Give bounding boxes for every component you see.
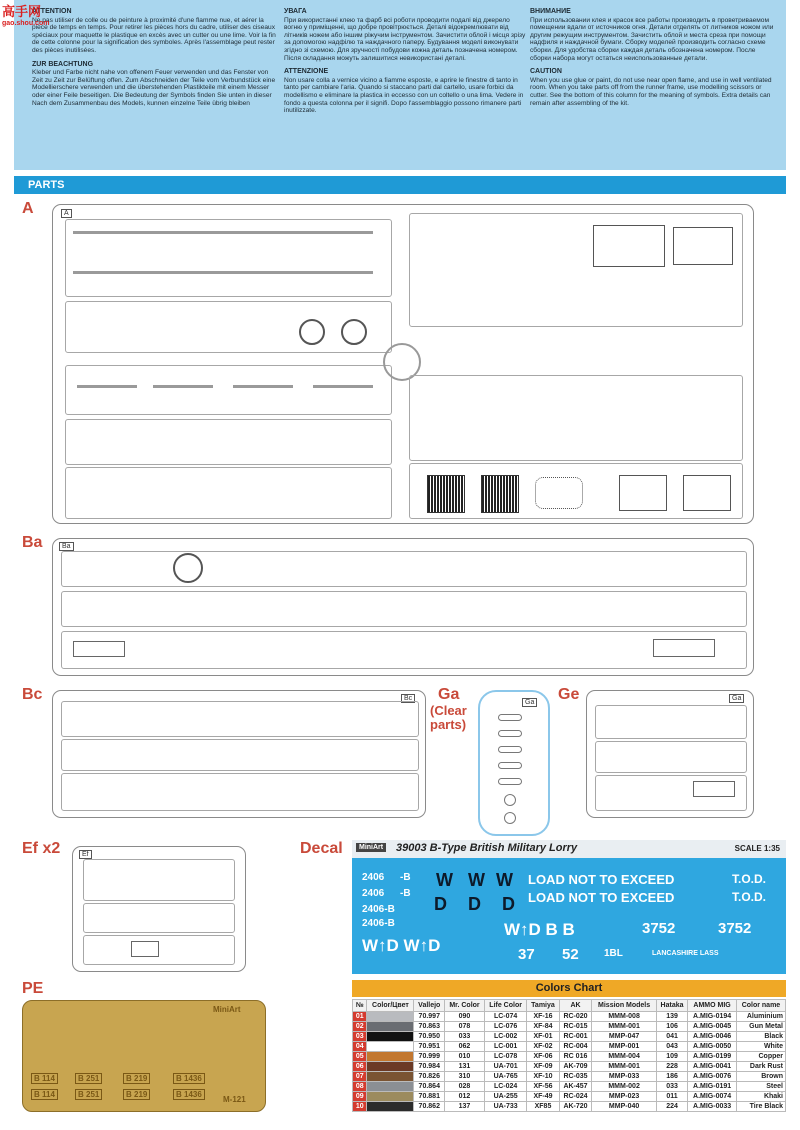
color-code-name: Copper [736,1052,785,1062]
color-swatch [367,1072,414,1082]
sprue-cell [61,631,747,669]
decal-w: W [496,870,513,890]
decal-brand: MiniArt [356,843,386,852]
color-number: 01 [353,1012,367,1022]
colors-chart-header-cell: Life Color [484,1000,526,1012]
color-code-tamiya: XF-10 [527,1072,559,1082]
instruction-text: Ne pas utiliser de colle ou de peinture à proximité d'une flamme nue, et aérer la pièce de temps en temps. Pour retirer les pièces hors du cadre, utiliser des ciseaux spéciaux pour maquette le plastique en excès avec un cutter ou une lime. Voir la fin de cette colonne pour la signification des symboles. Après l'assemblage peut rester des pièces inutilisées. [32,16,276,54]
box-part [683,475,731,511]
clear-part [504,812,516,824]
color-code-mr: 028 [445,1082,485,1092]
color-code-name: Steel [736,1082,785,1092]
color-code-ammo: A.MIG-0045 [688,1022,737,1032]
pe-plate: B 219 [123,1089,150,1100]
sprue-cell [65,419,392,465]
color-swatch [367,1052,414,1062]
decal-code: -B [400,872,411,883]
color-code-name: Khaki [736,1092,785,1102]
color-code-mission: MMP-040 [592,1102,656,1112]
color-code-vallejo: 70.997 [414,1012,445,1022]
colors-chart-row [353,1092,786,1102]
color-code-tamiya: XF85 [527,1102,559,1112]
logo-subtext: gao.shou.com [2,20,50,27]
color-code-tamiya: XF-16 [527,1012,559,1022]
color-code-ak: RC-035 [559,1072,592,1082]
colors-chart-row [353,1072,786,1082]
instruction-text: Kleber und Farbe nicht nahe von offenem Feuer verwenden und das Fenster von Zeit zu Zeit zur Belüftung offen. Zum Abschneiden der Teile vom Verbundstück eine Modellierschere verwenden und die überstehenden Plastikteile mit einem Messer oder einer Feile beseitigen. Die Bedeutung der Symbols finden Sie unten in dieser Nach dem Zusammenbau des Models, kunnen einzelne Teile übrig bleiben [32,69,276,107]
color-code-ak: RC-001 [559,1032,592,1042]
color-code-vallejo: 70.950 [414,1032,445,1042]
leaf-spring-part [77,385,137,388]
color-code-mission: MMM-001 [592,1022,656,1032]
color-code-tamiya: XF-56 [527,1082,559,1092]
color-number: 03 [353,1032,367,1042]
sprue-label-bc: Bc [22,686,43,703]
leaf-spring-part [313,385,373,388]
sprue-a [52,204,754,524]
color-number: 02 [353,1022,367,1032]
instructions-column-3 [530,8,775,113]
decal-code: 2406-B [362,918,395,929]
color-code-tamiya: XF-06 [527,1052,559,1062]
decal-code: 2406 [362,888,385,899]
sprue-ba [52,538,754,676]
decal-number: 37 [518,946,535,963]
decal-d: D [468,894,481,914]
color-code-name: Aluminium [736,1012,785,1022]
sprue-tag: Bc [401,694,415,703]
color-code-vallejo: 70.984 [414,1062,445,1072]
decal-w: W [436,870,453,890]
wheel-part [299,319,325,345]
sprue-cell [61,739,419,771]
decal-text: LANCASHIRE LASS [652,950,719,957]
color-code-mission: MMP-047 [592,1032,656,1042]
sprue-cell [61,551,747,587]
instruction-title: ATTENTION [32,8,72,15]
sprue-cell [61,773,419,811]
colors-chart-row [353,1012,786,1022]
colors-chart-body [353,1012,786,1112]
color-code-hataka: 106 [656,1022,688,1032]
color-code-ammo: A.MIG-0033 [688,1102,737,1112]
color-swatch [367,1012,414,1022]
color-code-mission: MMM-004 [592,1052,656,1062]
color-code-mission: MMP-023 [592,1092,656,1102]
colors-chart-header-cell: Mission Models [592,1000,656,1012]
colors-chart-header-cell: Vallejo [414,1000,445,1012]
sprue-label-ef: Ef x2 [22,840,61,857]
color-number: 10 [353,1102,367,1112]
color-code-tamiya: XF-01 [527,1032,559,1042]
color-code-life: UA-255 [484,1092,526,1102]
color-code-mr: 062 [445,1042,485,1052]
colors-chart-row [353,1052,786,1062]
color-code-ammo: A.MIG-0041 [688,1062,737,1072]
decal-wdb: W↑D B B [504,920,575,939]
parts-header-bar [14,176,786,194]
decal-load-text: LOAD NOT TO EXCEED [528,872,675,887]
color-code-name: Brown [736,1072,785,1082]
sprue-cell [65,365,392,415]
clear-parts-note: (Clear parts) [430,703,467,732]
colors-chart-header-cell: Color name [736,1000,785,1012]
color-code-mr: 137 [445,1102,485,1112]
color-swatch [367,1082,414,1092]
decal-load-text: LOAD NOT TO EXCEED [528,890,675,905]
wheel-part [341,319,367,345]
color-code-ammo: A.MIG-0074 [688,1092,737,1102]
color-code-name: Dark Rust [736,1062,785,1072]
decal-label: Decal [300,840,343,857]
decal-header [352,840,786,858]
color-code-name: Black [736,1032,785,1042]
pe-plate: B 114 [31,1089,58,1100]
panel-part [653,639,715,657]
cab-roof-part [593,225,665,267]
decal-number: 52 [562,946,579,963]
color-swatch [367,1042,414,1052]
color-code-ak: RC-004 [559,1042,592,1052]
instruction-title: УВАГА [284,8,307,15]
color-code-hataka: 043 [656,1042,688,1052]
sprue-cell [61,701,419,737]
color-code-name: White [736,1042,785,1052]
sprue-tag: Ga [729,694,744,703]
color-code-mission: MMM-002 [592,1082,656,1092]
sprue-cell [83,935,235,965]
sprue-cell [61,591,747,627]
color-code-life: LC-076 [484,1022,526,1032]
colors-chart-header-cell: AMMO MIG [688,1000,737,1012]
color-code-ammo: A.MIG-0194 [688,1012,737,1022]
decal-number: 3752 [718,920,752,937]
decal-sheet [352,840,786,974]
color-code-mr: 310 [445,1072,485,1082]
logo-text: 高手网 [2,4,42,19]
color-code-mission: MMP-033 [592,1072,656,1082]
clear-part [498,730,522,737]
decal-d: D [434,894,447,914]
color-code-name: Gun Metal [736,1022,785,1032]
sprue-cell [83,903,235,933]
steering-wheel-part [173,553,203,583]
sprue-tag: Ba [59,542,74,551]
colors-chart-row [353,1102,786,1112]
pe-plate: B 1436 [173,1089,205,1100]
pe-plate: B 219 [123,1073,150,1084]
color-code-vallejo: 70.881 [414,1092,445,1102]
clear-part [498,746,522,753]
color-code-ak: RC-024 [559,1092,592,1102]
color-code-life: LC-001 [484,1042,526,1052]
sprue-ef [72,846,246,972]
instruction-text: При використанні клею та фарб всі роботи проводити подалі від джерело вогню у приміщенні, що добре провітрюється. Деталі відокремлювати від літників ножем або іншим ріжучим інструментом. Зачистити облой і місця зрізу за допомогою надфілю та наждачного паперу. Будування моделі виконувати згідно зі схемою. Для зручності побудови кожна деталь позначена номером. Після складання можуть залишитися невикористані деталі. [284,16,526,62]
decal-tod: T.O.D. [732,890,767,904]
decal-wd: W↑D W↑D [362,936,441,955]
box-part [131,941,159,957]
panel-part [73,641,125,657]
clear-part [504,794,516,806]
color-code-life: UA-733 [484,1102,526,1112]
radiator-grille-part [427,475,465,513]
frame-rail-part [73,231,373,234]
sprue-label-ge: Ge [558,686,580,703]
color-code-hataka: 041 [656,1032,688,1042]
pe-plate: B 1436 [173,1073,205,1084]
sprue-ga-clear [478,690,550,836]
colors-chart-header-cell: Hataka [656,1000,688,1012]
color-swatch [367,1022,414,1032]
clear-part [498,762,522,769]
colors-chart-header-cell: № [353,1000,367,1012]
sprue-cell [83,859,235,901]
decal-w: W [468,870,485,890]
color-code-mr: 090 [445,1012,485,1022]
sprue-cell [409,375,743,461]
decal-text: 1BL [604,948,623,959]
color-number: 05 [353,1052,367,1062]
sprue-bc [52,690,426,818]
instruction-title: ВНИМАНИЕ [530,8,571,15]
pe-plate: B 251 [75,1089,102,1100]
colors-chart-row [353,1022,786,1032]
instruction-text: When you use glue or paint, do not use near open flame, and use in well ventilated room. When you take parts off from the runner frame, use modelling scissors or cutter. See the bottom of this column for the meaning of symbols. Extra details can remain after assembling of the kit. [530,76,772,107]
color-code-mr: 033 [445,1032,485,1042]
pe-label: PE [22,980,44,997]
color-code-tamiya: XF-09 [527,1062,559,1072]
clear-part [498,714,522,721]
colors-chart-header-row [353,1000,786,1012]
sprue-tag: Ef [79,850,92,859]
color-code-hataka: 228 [656,1062,688,1072]
colors-chart-header-cell: AK [559,1000,592,1012]
parts-header-title: PARTS [28,179,65,191]
decal-scale: SCALE 1:35 [734,844,780,853]
color-code-life: UA-701 [484,1062,526,1072]
color-code-vallejo: 70.826 [414,1072,445,1082]
pe-brand: MiniArt [213,1005,241,1014]
decal-title: 39003 B-Type British Military Lorry [396,842,578,854]
pe-code: M-121 [223,1095,246,1104]
colors-chart-title: Colors Chart [352,980,786,997]
color-code-ak: RC-015 [559,1022,592,1032]
color-code-mr: 010 [445,1052,485,1062]
frame-rail-part [73,271,373,274]
color-code-tamiya: XF-02 [527,1042,559,1052]
pe-plate: B 114 [31,1073,58,1084]
color-number: 04 [353,1042,367,1052]
radiator-grille-part [481,475,519,513]
clear-part [498,778,522,785]
instruction-title: CAUTION [530,68,562,76]
color-code-ammo: A.MIG-0046 [688,1032,737,1042]
colors-chart-table [352,999,786,1112]
color-code-mr: 012 [445,1092,485,1102]
color-number: 06 [353,1062,367,1072]
color-code-life: UA-765 [484,1072,526,1082]
instructions-column-2 [284,8,529,121]
color-code-ak: AK-457 [559,1082,592,1092]
photo-etch-fret [22,1000,266,1112]
color-swatch [367,1032,414,1042]
color-code-life: LC-074 [484,1012,526,1022]
colors-chart-header-cell: Color/Цвет [367,1000,414,1012]
color-swatch [367,1062,414,1072]
color-code-vallejo: 70.999 [414,1052,445,1062]
instruction-title: ZUR BEACHTUNG [32,60,94,68]
colors-chart-row [353,1042,786,1052]
color-code-hataka: 033 [656,1082,688,1092]
box-part [693,781,735,797]
color-number: 09 [353,1092,367,1102]
instruction-text: При использовании клея и красок все работы производить в проветриваемом помещении вдали от источников огня. Детали отделять от литников ножом или другим режущим инструментом. Зачистить облой и места среза при помощи надфиля и наждачной бумаги. Сборку моделей производить согласно схеме сборки. Для удобства сборки каждая деталь обозначена номером. После сборки набора могут остаться неиспользованные детали. [530,16,774,62]
site-logo [2,1,49,27]
color-code-mr: 078 [445,1022,485,1032]
colors-chart-row [353,1032,786,1042]
colors-chart-row [353,1062,786,1072]
color-number: 07 [353,1072,367,1082]
decal-number: 3752 [642,920,676,937]
sprue-label-ga: Ga [438,686,460,703]
color-code-life: LC-024 [484,1082,526,1092]
cab-panel-part [673,227,733,265]
color-code-vallejo: 70.862 [414,1102,445,1112]
leaf-spring-part [233,385,293,388]
color-code-vallejo: 70.951 [414,1042,445,1052]
color-code-ammo: A.MIG-0191 [688,1082,737,1092]
colors-chart-header-cell: Tamiya [527,1000,559,1012]
color-code-hataka: 139 [656,1012,688,1022]
color-code-vallejo: 70.863 [414,1022,445,1032]
instructions-column-1 [32,8,277,113]
color-code-ammo: A.MIG-0050 [688,1042,737,1052]
color-code-ammo: A.MIG-0199 [688,1052,737,1062]
sprue-cell [65,467,392,519]
colors-chart-row [353,1082,786,1092]
color-code-ak: AK-720 [559,1102,592,1112]
decal-code: -B [400,888,411,899]
box-part [619,475,667,511]
sprue-tag: A [61,209,72,218]
color-code-hataka: 224 [656,1102,688,1112]
color-code-vallejo: 70.864 [414,1082,445,1092]
color-code-mr: 131 [445,1062,485,1072]
color-code-ak: RC-020 [559,1012,592,1022]
color-code-ak: RC 016 [559,1052,592,1062]
color-swatch [367,1092,414,1102]
decal-d: D [502,894,515,914]
color-code-ak: AK-709 [559,1062,592,1072]
color-code-life: LC-078 [484,1052,526,1062]
decal-code: 2406-B [362,904,395,915]
panel-part [535,477,583,509]
leaf-spring-part [153,385,213,388]
color-code-hataka: 186 [656,1072,688,1082]
instructions-panel [14,0,786,170]
sprue-cell [595,705,747,739]
color-number: 08 [353,1082,367,1092]
sprue-tag: Ga [522,698,537,707]
sprue-cell [595,741,747,773]
color-code-tamiya: XF-84 [527,1022,559,1032]
color-code-life: LC-002 [484,1032,526,1042]
sprue-ge [586,690,754,818]
sprue-label-ba: Ba [22,534,43,551]
color-code-mission: MMM-001 [592,1062,656,1072]
color-code-hataka: 109 [656,1052,688,1062]
color-swatch [367,1102,414,1112]
instruction-title: ATTENZIONE [284,68,329,76]
colors-chart-header-cell: Mr. Color [445,1000,485,1012]
decal-code: 2406 [362,872,385,883]
color-code-hataka: 011 [656,1092,688,1102]
instruction-text: Non usare colla a vernice vicino a fiamme esposte, e aprire le finestre di tanto in tanto per cambiare l'aria. Quando si staccano parti dal cartello, usare forbici da modellismo e eliminare la plastica in eccesso con un coltello o una lima. Vedere in fondo a questa colonna per il signifi. Dopo l'assemblaggio possono rimanere parti inutilizzate. [284,76,524,115]
color-code-mission: MMM-008 [592,1012,656,1022]
color-code-mission: MMP-001 [592,1042,656,1052]
color-code-name: Tire Black [736,1102,785,1112]
pe-plate: B 251 [75,1073,102,1084]
color-code-ammo: A.MIG-0076 [688,1072,737,1082]
sprue-label-a: A [22,200,34,217]
color-code-tamiya: XF-49 [527,1092,559,1102]
decal-tod: T.O.D. [732,872,767,886]
